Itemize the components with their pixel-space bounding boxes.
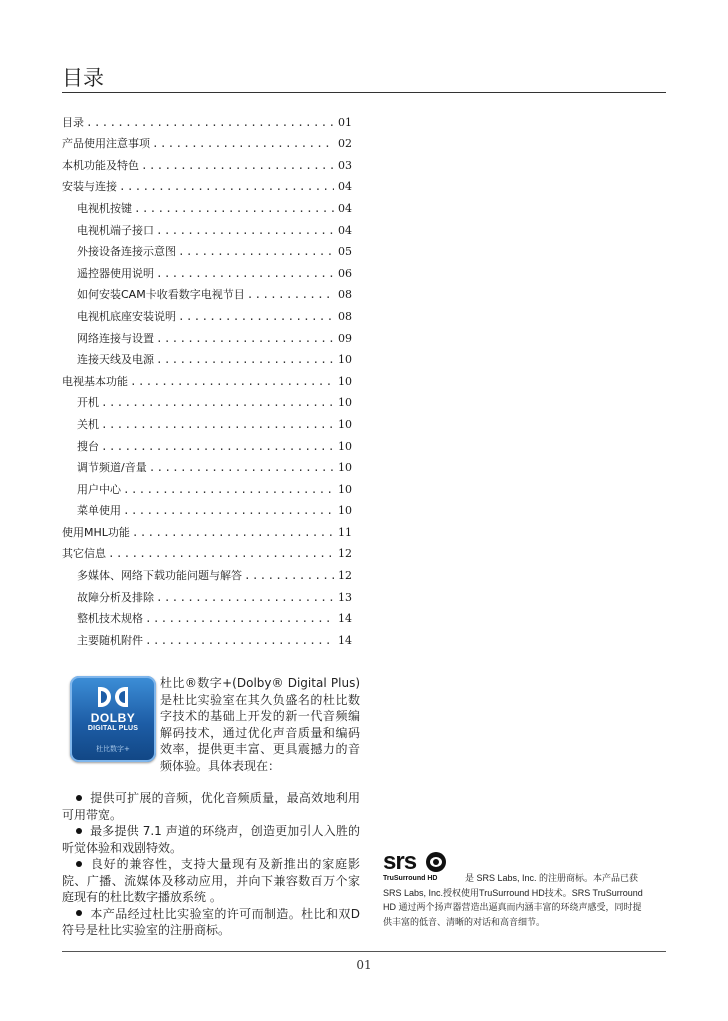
toc-entry xyxy=(62,173,352,195)
toc-entry-page: 12 xyxy=(338,547,352,561)
toc-entry xyxy=(62,583,352,605)
toc-entry-page: 14 xyxy=(338,612,352,626)
toc-entry-label: 主要随机附件 xyxy=(77,633,143,647)
toc-entry xyxy=(62,367,352,389)
toc-entry-page: 04 xyxy=(338,180,352,194)
dolby-feature-text: 最多提供 7.1 声道的环绕声，创造更加引人入胜的听觉体验和戏剧特效。 xyxy=(62,824,360,855)
toc-leader-dots xyxy=(247,288,334,302)
toc-entry-label: 遥控器使用说明 xyxy=(77,266,154,280)
dolby-double-d-icon xyxy=(98,687,128,707)
toc-leader-dots xyxy=(123,504,334,518)
table-of-contents xyxy=(62,108,352,648)
toc-entry xyxy=(62,259,352,281)
toc-entry-label: 开机 xyxy=(77,396,99,410)
toc-leader-dots xyxy=(156,353,334,367)
toc-entry-label: 调节频道/音量 xyxy=(77,461,147,475)
toc-entry-page: 08 xyxy=(338,309,352,323)
dolby-feature-item xyxy=(62,823,360,856)
toc-entry-label: 本机功能及特色 xyxy=(62,158,139,172)
dolby-intro-text: 杜比®数字+(Dolby® Digital Plus)是杜比实验室在其久负盛名的杜比数字技术的基础上开发的新一代音频编解码技术，通过优化声音质量和编码效率，提供更丰富、更具震撼力的音频体验。具体表现在： xyxy=(160,676,360,773)
header-divider xyxy=(62,92,666,93)
toc-entry-label: 整机技术规格 xyxy=(77,612,143,626)
toc-entry-label: 产品使用注意事项 xyxy=(62,137,150,151)
toc-entry-page: 13 xyxy=(338,590,352,604)
toc-entry xyxy=(62,432,352,454)
toc-leader-dots xyxy=(156,591,334,605)
toc-entry xyxy=(62,281,352,303)
toc-entry xyxy=(62,475,352,497)
toc-entry xyxy=(62,238,352,260)
toc-leader-dots xyxy=(101,440,334,454)
toc-entry-label: 外接设备连接示意图 xyxy=(77,245,176,259)
toc-entry-label: 其它信息 xyxy=(62,547,106,561)
dolby-logo-chinese: 杜比数字+ xyxy=(96,745,130,753)
toc-entry-label: 电视基本功能 xyxy=(62,374,128,388)
toc-entry-page: 06 xyxy=(338,266,352,280)
srs-logo-text: srs xyxy=(383,848,417,875)
toc-leader-dots xyxy=(132,526,334,540)
toc-leader-dots xyxy=(156,332,334,346)
dolby-feature-text: 提供可扩展的音频，优化音频质量，最高效地利用可用带宽。 xyxy=(62,791,360,822)
toc-entry-page: 14 xyxy=(338,633,352,647)
dolby-logo-subtitle: DIGITAL PLUS xyxy=(87,725,139,732)
toc-leader-dots xyxy=(149,461,334,475)
toc-entry-label: 目录 xyxy=(62,115,84,129)
srs-logo-tag: TruSurround HD xyxy=(383,875,438,882)
dolby-feature-item xyxy=(62,790,360,823)
toc-leader-dots xyxy=(145,634,334,648)
toc-leader-dots xyxy=(101,396,334,410)
toc-entry xyxy=(62,605,352,627)
toc-entry xyxy=(62,389,352,411)
toc-entry xyxy=(62,324,352,346)
page-title: 目录 xyxy=(62,66,104,90)
toc-leader-dots xyxy=(123,483,334,497)
toc-entry xyxy=(62,561,352,583)
toc-entry xyxy=(62,410,352,432)
toc-entry xyxy=(62,216,352,238)
toc-leader-dots xyxy=(119,180,334,194)
toc-entry xyxy=(62,194,352,216)
toc-leader-dots xyxy=(152,137,334,151)
toc-entry-page: 04 xyxy=(338,201,352,215)
toc-entry-label: 多媒体、网络下载功能问题与解答 xyxy=(77,569,242,583)
toc-entry xyxy=(62,346,352,368)
toc-entry xyxy=(62,454,352,476)
toc-entry-page: 10 xyxy=(338,417,352,431)
toc-leader-dots xyxy=(156,224,334,238)
toc-leader-dots xyxy=(86,116,334,130)
footer-divider xyxy=(62,951,666,952)
toc-leader-dots xyxy=(156,267,334,281)
toc-entry-label: 连接天线及电源 xyxy=(77,353,154,367)
dolby-feature-item xyxy=(62,906,360,939)
dolby-feature-list xyxy=(62,790,360,939)
bullet-icon xyxy=(76,861,82,867)
toc-entry-label: 菜单使用 xyxy=(77,504,121,518)
bullet-icon xyxy=(76,910,82,916)
toc-entry xyxy=(62,518,352,540)
toc-entry-page: 09 xyxy=(338,331,352,345)
toc-entry xyxy=(62,302,352,324)
toc-entry xyxy=(62,497,352,519)
toc-leader-dots xyxy=(141,159,334,173)
toc-leader-dots xyxy=(145,612,334,626)
toc-entry-label: 搜台 xyxy=(77,439,99,453)
page-number: 01 xyxy=(356,958,372,972)
toc-entry-page: 01 xyxy=(338,115,352,129)
toc-leader-dots xyxy=(244,569,334,583)
toc-entry-label: 使用MHL功能 xyxy=(62,525,130,539)
toc-entry-page: 10 xyxy=(338,353,352,367)
toc-entry-label: 电视机按键 xyxy=(77,201,132,215)
toc-entry-page: 03 xyxy=(338,158,352,172)
toc-entry-page: 08 xyxy=(338,288,352,302)
toc-entry xyxy=(62,626,352,648)
dolby-feature-text: 良好的兼容性，支持大量现有及新推出的家庭影院、广播、流媒体及移动应用，并向下兼容数百万个家庭现有的杜比数字播放系统 。 xyxy=(62,857,360,904)
toc-entry-label: 关机 xyxy=(77,417,99,431)
toc-entry-page: 10 xyxy=(338,461,352,475)
toc-leader-dots xyxy=(178,310,334,324)
toc-entry-page: 12 xyxy=(338,569,352,583)
toc-entry-page: 10 xyxy=(338,396,352,410)
toc-entry xyxy=(62,130,352,152)
bullet-icon xyxy=(76,795,82,801)
toc-entry-label: 故障分析及排除 xyxy=(77,590,154,604)
toc-entry-label: 网络连接与设置 xyxy=(77,331,154,345)
toc-entry-label: 电视机底座安装说明 xyxy=(77,309,176,323)
toc-entry-page: 05 xyxy=(338,245,352,259)
toc-entry xyxy=(62,540,352,562)
toc-entry-page: 02 xyxy=(338,137,352,151)
toc-leader-dots xyxy=(134,202,334,216)
toc-entry-page: 10 xyxy=(338,374,352,388)
dolby-feature-text: 本产品经过杜比实验室的许可而制造。杜比和双D符号是杜比实验室的注册商标。 xyxy=(62,906,360,937)
toc-entry xyxy=(62,108,352,130)
dolby-feature-item xyxy=(62,856,360,906)
toc-leader-dots xyxy=(108,547,334,561)
toc-entry-label: 电视机端子接口 xyxy=(77,223,154,237)
toc-entry xyxy=(62,151,352,173)
toc-entry-label: 如何安装CAM卡收看数字电视节目 xyxy=(77,288,245,302)
toc-entry-page: 10 xyxy=(338,439,352,453)
toc-entry-page: 10 xyxy=(338,504,352,518)
toc-entry-page: 04 xyxy=(338,223,352,237)
dolby-digital-plus-logo xyxy=(70,676,156,762)
srs-description: 是 SRS Labs, Inc. 的注册商标。本产品已获SRS Labs, Inc.授权使用TruSurround HD技术。SRS TruSurround HD 通过两个扬声器营造出逼真而内涵丰富的环绕声感受，同时提供丰富的低音、清晰的对话和高音细节。 xyxy=(383,873,643,927)
toc-leader-dots xyxy=(101,418,334,432)
toc-entry-label: 安装与连接 xyxy=(62,180,117,194)
toc-entry-label: 用户中心 xyxy=(77,482,121,496)
bullet-icon xyxy=(76,828,82,834)
toc-entry-page: 10 xyxy=(338,482,352,496)
toc-entry-page: 11 xyxy=(338,525,352,539)
toc-leader-dots xyxy=(178,245,334,259)
dolby-logo-word: DOLBY xyxy=(90,711,136,725)
toc-leader-dots xyxy=(130,375,334,389)
srs-circle-icon xyxy=(426,852,446,872)
